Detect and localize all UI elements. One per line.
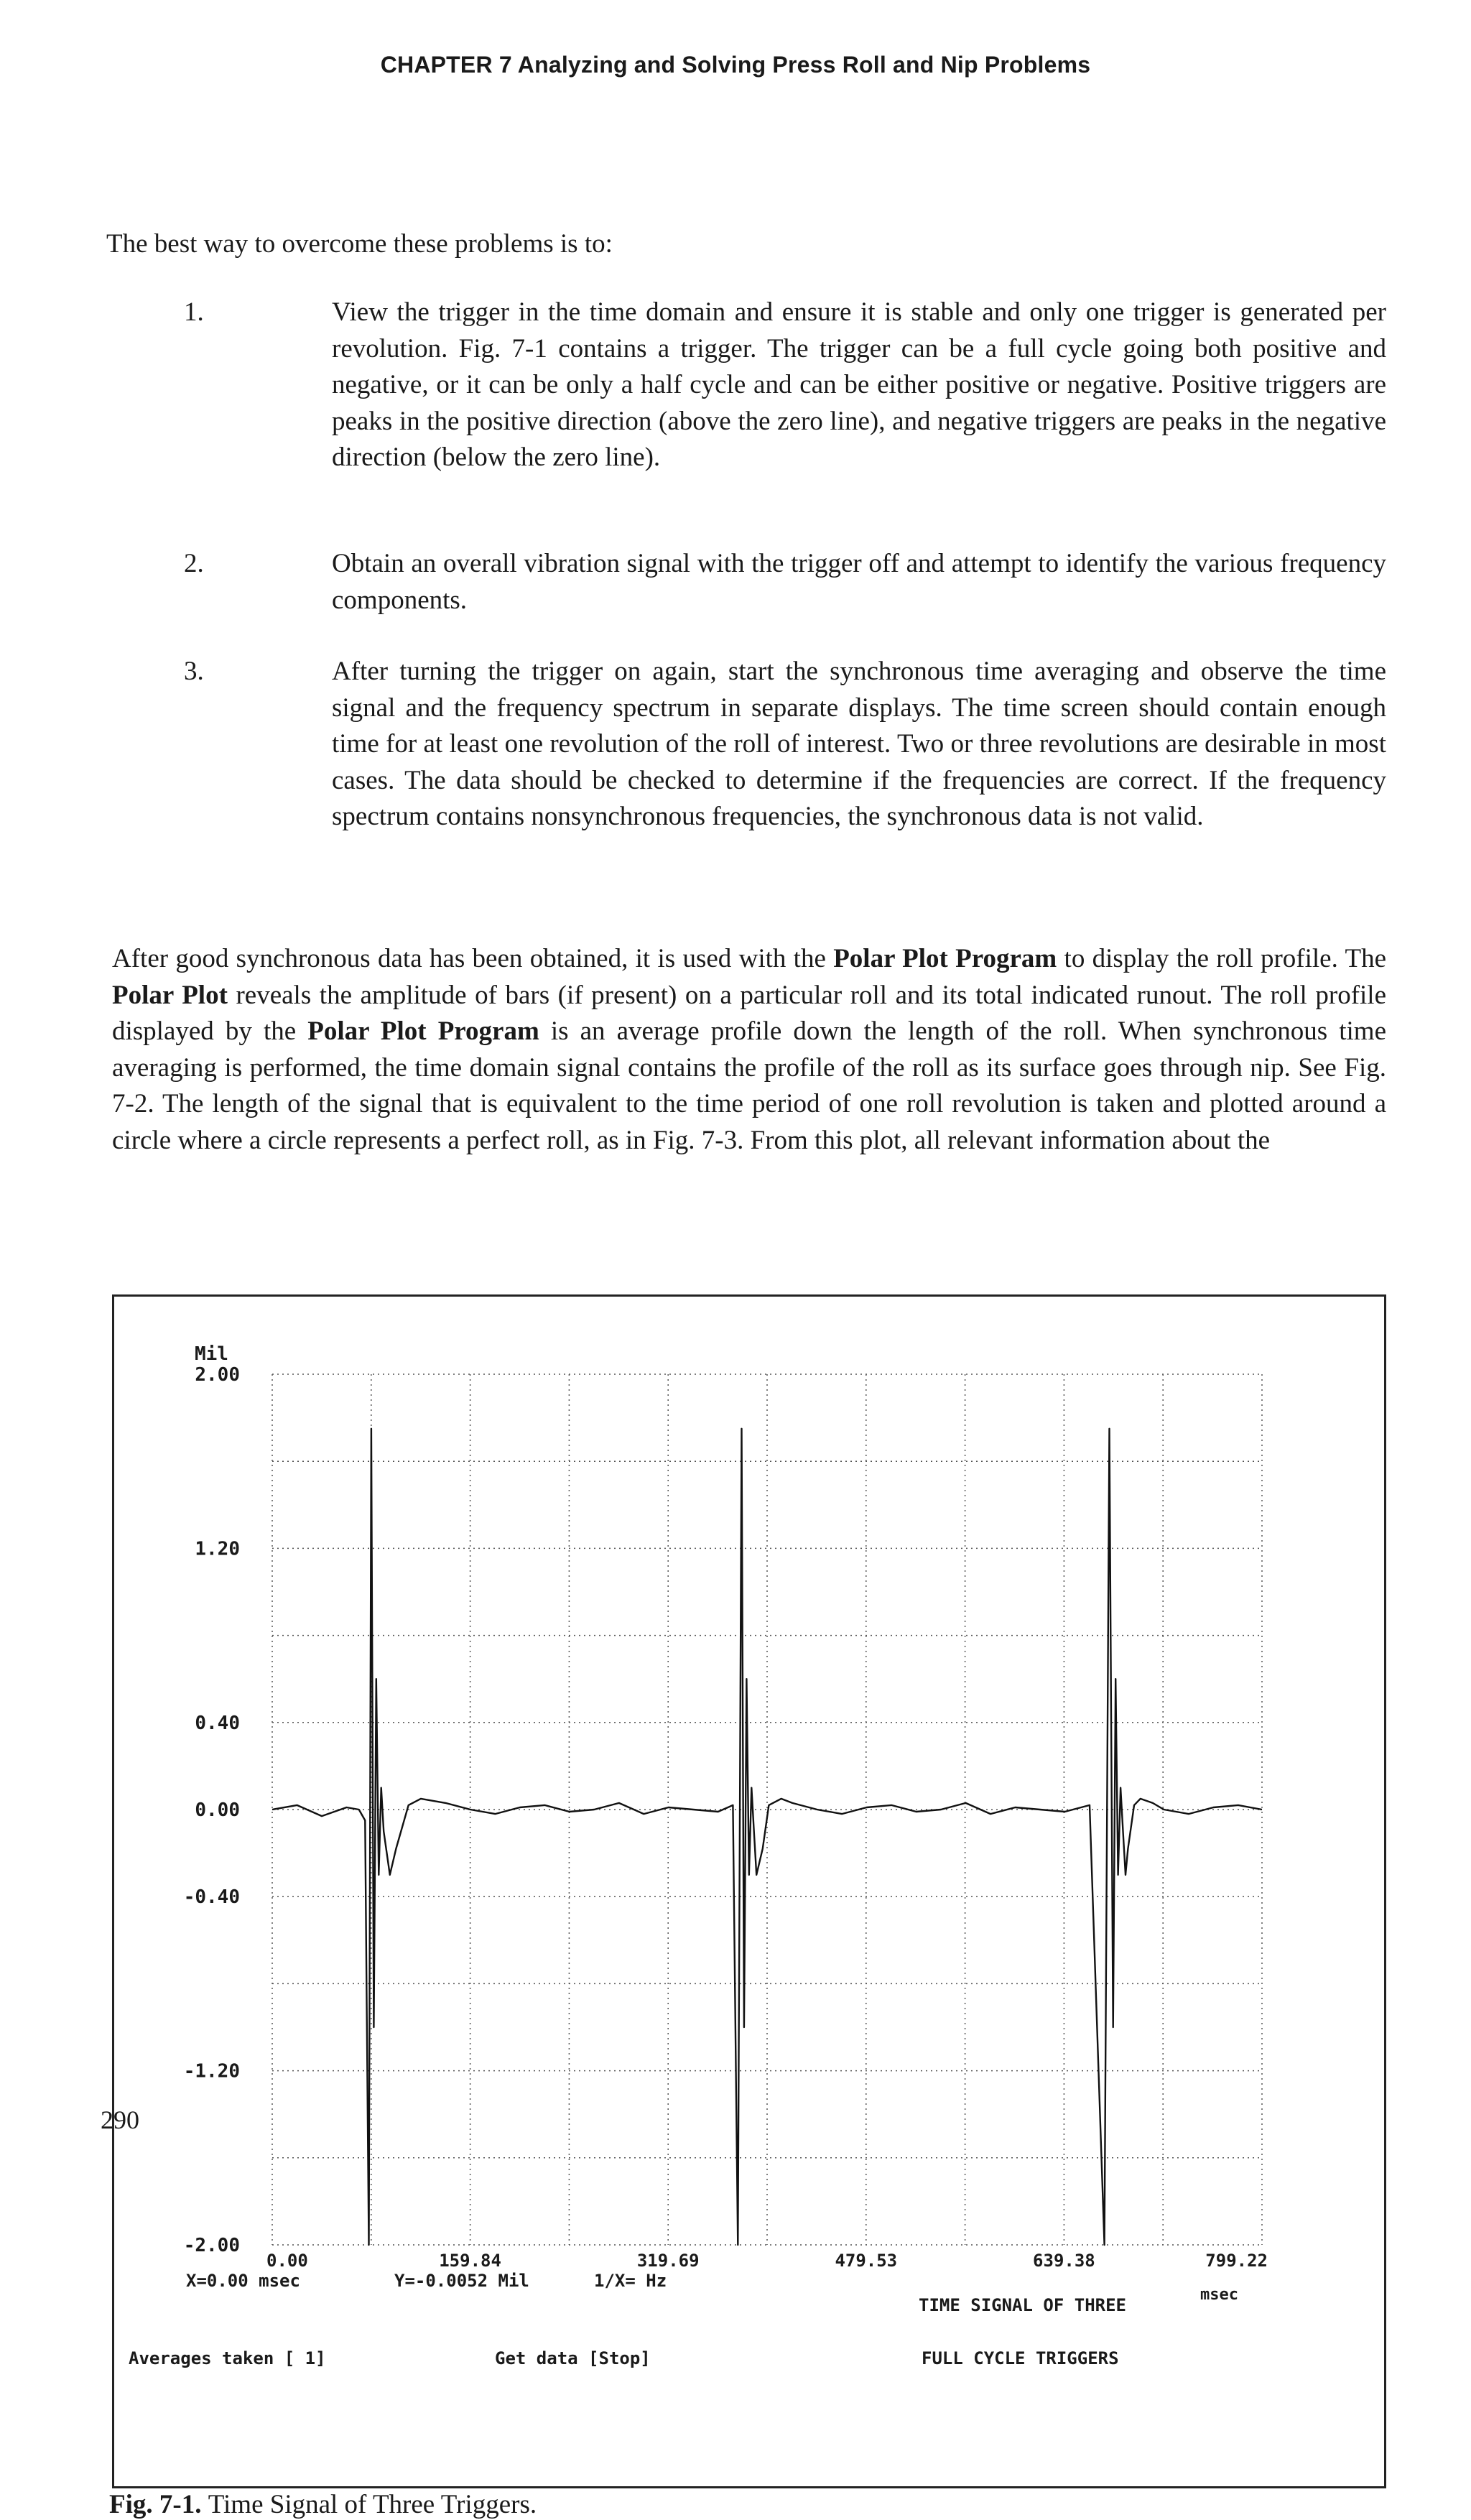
y-tick-label: -1.20 [183,2060,240,2083]
figure-caption-title: Time Signal of Three Triggers. [208,2490,537,2519]
x-tick-label: 479.53 [835,2251,898,2271]
x-tick-label: 159.84 [439,2251,501,2271]
chart-grid [272,1374,1262,2245]
freq-readout: 1/X= Hz [594,2271,667,2291]
y-axis-unit-label: Mil [195,1343,228,1365]
figure-box [112,1294,1386,2488]
bold-term: Polar Plot [112,980,228,1010]
list-number: 1. [184,297,204,327]
list-text: After turning the trigger on again, start the synchronous time averaging and observe the time signal and the frequency spectrum in separate displays. The time screen should contain enough time for at least one revolution of the roll of interest. Two or three revolutions are desirable in most cases. The data should be checked to determine if the frequencies are correct. If the frequency spectrum contains nonsynchronous frequencies, the synchronous data is not valid. [332,657,1386,831]
x-tick-labels [266,2251,1268,2271]
chapter-header: CHAPTER 7 Analyzing and Solving Press Roll and Nip Problems [380,52,1091,78]
body-text: reveals the amplitude of bars (if present) on a particular roll and its total indicated runout. The roll profile displayed by the [112,980,1387,1046]
y-readout: Y=-0.0052 Mil [394,2271,529,2291]
list-text: View the trigger in the time domain and ensure it is stable and only one trigger is generated per revolution. Fig. 7-1 contains a trigger. The trigger can be a full cycle going both positive and negative, or it can be only a half cycle and can be either positive or negative. Positive triggers are peaks in the positive direction (above the zero line), and negative triggers are peaks in the negative direction (below the zero line). [332,297,1386,472]
y-tick-label: 1.20 [195,1538,240,1560]
x-axis-unit-label: msec [1200,2286,1238,2304]
get-data-status: Get data [Stop] [495,2348,651,2368]
list-number: 2. [184,549,204,578]
body-text: to display the roll profile. The [1057,944,1387,973]
list-text: Obtain an overall vibration signal with the trigger off and attempt to identify the various frequency components. [332,549,1386,615]
x-tick-label: 0.00 [266,2251,308,2271]
x-tick-label: 799.22 [1205,2251,1268,2271]
x-readout: X=0.00 msec [186,2271,300,2291]
time-signal-chart [114,1297,1384,2486]
x-tick-label: 319.69 [636,2251,700,2271]
y-tick-label: -0.40 [183,1886,240,1909]
y-tick-label: 2.00 [195,1364,240,1386]
bold-term: Polar Plot Program [833,944,1057,973]
y-tick-labels [184,1364,240,2256]
y-tick-label: 0.00 [195,1799,240,1821]
averages-status: Averages taken [ 1] [129,2348,326,2368]
bold-term: Polar Plot Program [307,1016,539,1046]
body-text: is an average profile down the length of the roll. When synchronous time averaging is performed, the time domain signal contains the profile of the roll as its surface goes through nip. See Fig. 7-2. The length of the signal that is equivalent to the time period of one roll revolution is taken and plotted around a circle where a circle represents a perfect roll, as in Fig. 7-3. From this plot, all relevant information about the [112,1016,1386,1155]
intro-sentence: The best way to overcome these problems is to: [106,229,613,259]
body-text: After good synchronous data has been obtained, it is used with the [112,944,834,973]
page-number: 290 [101,2106,139,2134]
plot-subtitle: FULL CYCLE TRIGGERS [922,2348,1119,2368]
figure-caption-label: Fig. 7-1. [109,2490,202,2519]
x-tick-label: 639.38 [1033,2251,1095,2271]
y-tick-label: 0.40 [195,1712,240,1734]
plot-title: TIME SIGNAL OF THREE [919,2295,1126,2315]
figure-caption [109,2489,537,2520]
y-tick-label: -2.00 [183,2235,240,2256]
body-paragraph [112,941,1386,1159]
list-number: 3. [184,657,204,686]
